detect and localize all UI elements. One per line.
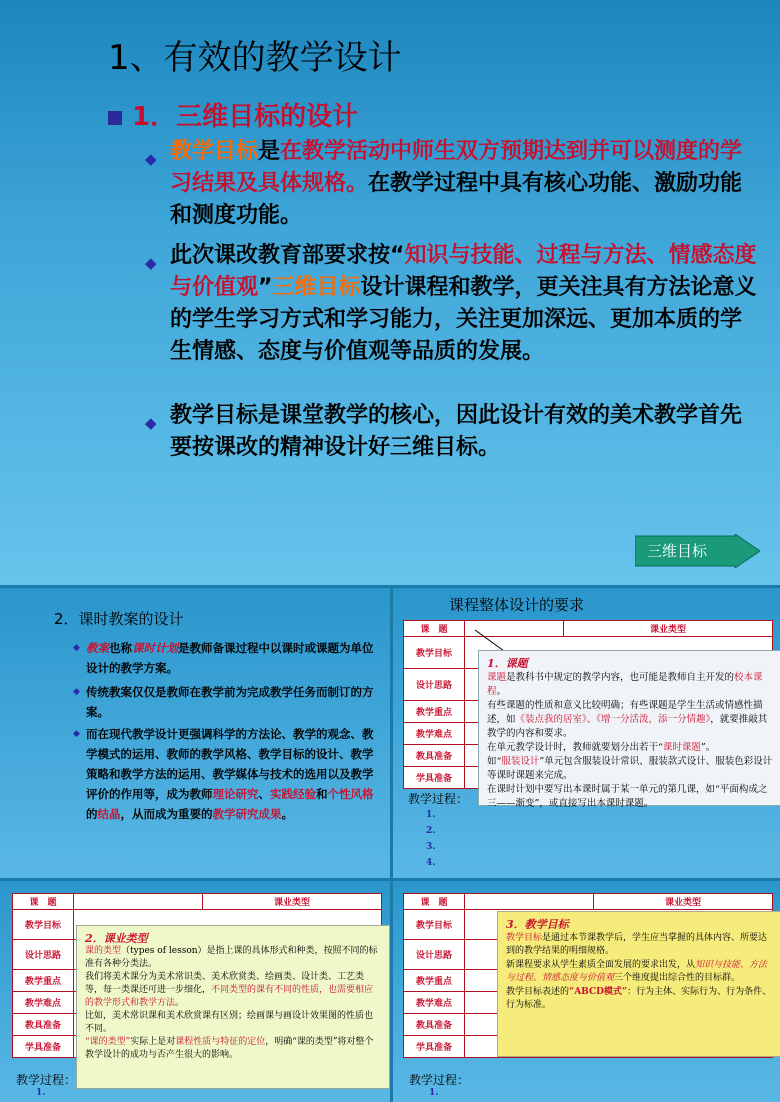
- diamond-bullet-icon: ◆: [145, 254, 157, 272]
- process-label: 教学过程： 1.: [16, 1073, 77, 1098]
- table-header-topic: 课 题: [404, 621, 465, 637]
- topic-callout: 1．课题 课题是教科书中规定的教学内容，也可能是教师自主开发的校本课程。 有些课题的性质和意义比较明确；有些课题是学生生活或情感性描述，如《装点我的居室》、《增一分活泼，添一分情趣》，就要推敲其教学的内容和要求。 在单元教学设计时，教师就要划分出若干“课时课题”。 如“服装设计”单元包含服装设计常识、服装款式设计、服装色彩设计等课时课题来完成。 在课时计划中要写出本课时属于某一单元的第几课，如“平面构成之三——渐变”，或直接写出本课时课题。: [478, 650, 780, 806]
- table-row-label: 设计思路: [404, 669, 465, 701]
- slide-2: [0, 588, 390, 878]
- callout-title: 2．课业类型: [85, 932, 148, 945]
- page-title: 1、有效的教学设计: [108, 38, 402, 78]
- slide-4: [0, 881, 390, 1102]
- goal-callout: 3．教学目标 教学目标是通过本节课教学后，学生应当掌握的具体内容、所要达到的教学结果的明细规格。 新课程要求从学生素质全面发展的要求出发，从知识与技能、方法与过程、情感态度与价值观三个维度提出综合性的目标群。 教学目标表述的“ABCD模式”：行为主体、实际行为、行为条件、行为标准。: [497, 911, 780, 1057]
- table-row-label: 设计思路: [404, 940, 465, 970]
- s2-bullet-2: ◆ 传统教案仅仅是教师在教学前为完成教学任务而制订的方案。: [86, 682, 376, 722]
- table-row-label: 教学难点: [404, 723, 465, 745]
- arrow-label: 三维目标: [647, 542, 708, 560]
- table-row-label: 教具准备: [13, 1014, 74, 1036]
- table-row-label: 教学难点: [404, 992, 465, 1014]
- table-header-type: 课业类型: [203, 894, 382, 910]
- process-label: 教学过程： 1.: [409, 1073, 470, 1098]
- slide-3: [393, 588, 780, 878]
- table-row-label: 设计思路: [13, 940, 74, 970]
- section-subtitle: 1．三维目标的设计: [108, 96, 358, 133]
- table-row-label: 教学目标: [404, 637, 465, 669]
- callout-title: 1．课题: [487, 657, 528, 670]
- s2-bullet-3: ◆ 而在现代教学设计更强调科学的方法论、教学的观念、教学模式的运用、教师的教学风格、教学目标的设计、教学策略和教学方法的运用、教学媒体与技术的选用以及教学评价的作用等，成为教师理论研究、实践经验和个性风格的结晶，从而成为重要的教学研究成果。: [86, 724, 376, 824]
- s2-bullet-1: ◆ 教案也称课时计划是教师备课过程中以课时或课题为单位设计的教学方案。: [86, 638, 376, 678]
- table-row-label: 教学重点: [404, 701, 465, 723]
- slide-5: [393, 881, 780, 1102]
- slide-3-heading: 课程整体设计的要求: [449, 596, 585, 614]
- table-row-label: 学具准备: [404, 1036, 465, 1058]
- table-row-label: 教具准备: [404, 1014, 465, 1036]
- table-row-label: 学具准备: [404, 767, 465, 789]
- diamond-bullet-icon: ◆: [73, 729, 80, 739]
- type-callout: 2．课业类型 课的类型（types of lesson）是指上课的具体形式和种类，按照不同的标准有各种分类法。 我们将美术课分为美术常识类、美术欣赏类、绘画类、设计类、工艺类等，每一类课还可进一步细化，不同类型的课有不同的性质，也需要相应的教学形式和教学方法。 比如，美术常识课和美术欣赏课有区别；绘画课与画设计效果图的性质也不同。 “课的类型”实际上是对课程性质与特征的定位，明确“课的类型”将对整个教学设计的成功与否产生很大的影响。: [76, 925, 390, 1089]
- table-header-topic: 课 题: [404, 894, 465, 910]
- slide-2-title: 2．课时教案的设计: [54, 610, 184, 628]
- table-row-label: 教具准备: [404, 745, 465, 767]
- table-row-label: 学具准备: [13, 1036, 74, 1058]
- process-label: 教学过程： 1. 2. 3. 4.: [408, 792, 469, 868]
- diamond-bullet-icon: ◆: [73, 687, 80, 697]
- table-header-topic: 课 题: [13, 894, 74, 910]
- arrow-button-sanwei[interactable]: [635, 534, 760, 568]
- callout-title: 3．教学目标: [506, 918, 569, 931]
- diamond-bullet-icon: ◆: [145, 414, 157, 432]
- diamond-bullet-icon: ◆: [145, 150, 157, 168]
- table-row-label: 教学目标: [13, 910, 74, 940]
- diamond-bullet-icon: ◆: [73, 643, 80, 653]
- bullet-1: ◆ 教学目标是在教学活动中师生双方预期达到并可以测度的学习结果及具体规格。在教学过程中具有核心功能、激励功能和测度功能。: [145, 139, 743, 228]
- bullet-2: ◆ 此次课改教育部要求按“知识与技能、过程与方法、情感态度与价值观”三维目标设计课程和教学，更关注具有方法论意义的学生学习方式和学习能力，关注更加深远、更加本质的学生情感、态度与价值观等品质的发展。: [145, 243, 757, 364]
- bullet-3: ◆ 教学目标是课堂教学的核心，因此设计有效的美术教学首先要按课改的精神设计好三维目标。: [145, 403, 743, 460]
- table-row-label: 教学难点: [13, 992, 74, 1014]
- table-row-label: 教学重点: [13, 970, 74, 992]
- table-header-type: 课业类型: [594, 894, 773, 910]
- table-row-label: 教学目标: [404, 910, 465, 940]
- table-header-type: 课业类型: [564, 621, 773, 637]
- square-bullet-icon: [108, 111, 122, 125]
- table-row-label: 教学重点: [404, 970, 465, 992]
